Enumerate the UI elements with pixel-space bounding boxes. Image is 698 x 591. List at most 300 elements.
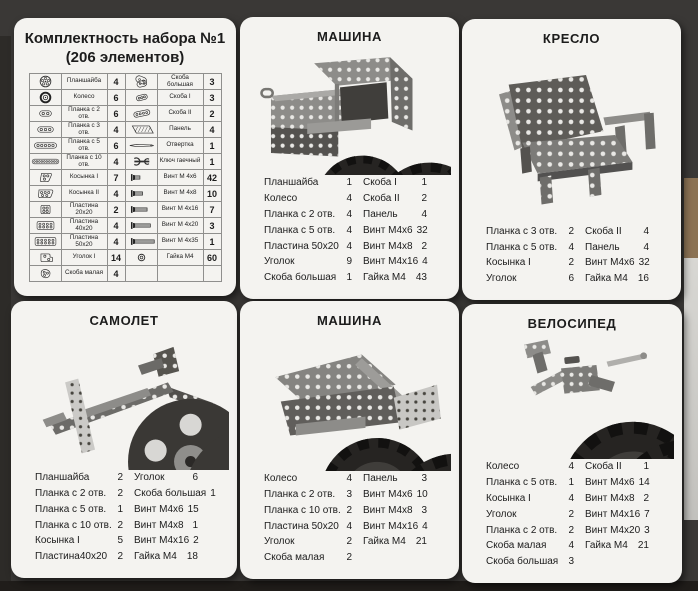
part-qty: 2 (568, 257, 574, 269)
part-row (585, 224, 649, 240)
part-icon (127, 91, 156, 104)
part-name: Винт М4х20 (585, 524, 641, 536)
part-qty: 4 (346, 209, 352, 221)
part-row (134, 533, 198, 549)
part-name-cell: Пластина 20х20 (61, 202, 107, 218)
part-icon-cell (125, 186, 157, 202)
part-icon-cell (29, 202, 61, 218)
part-icon-cell (125, 202, 157, 218)
part-qty: 1 (568, 477, 574, 489)
buggy-photo (248, 330, 451, 471)
part-icon-cell (125, 122, 157, 138)
part-name: Скоба малая (486, 540, 547, 552)
part-row (363, 471, 427, 487)
part-icon (31, 267, 60, 280)
part-qty-cell: 42 (203, 170, 221, 186)
part-qty: 2 (643, 493, 649, 505)
part-icon (31, 187, 60, 200)
part-qty-cell: 4 (107, 154, 125, 170)
part-row (363, 254, 427, 270)
table-row (29, 90, 221, 106)
part-qty: 4 (643, 225, 649, 237)
part-name: Планка с 5 отв. (486, 241, 558, 253)
box-edge-cardboard (684, 178, 698, 258)
model-title: КРЕСЛО (542, 31, 601, 46)
part-qty: 2 (421, 193, 427, 205)
part-name: Пластина 50х20 (264, 520, 339, 532)
table-row (29, 266, 221, 282)
part-icon-cell (29, 138, 61, 154)
model-title: МАШИНА (316, 29, 382, 44)
part-name: Гайка М4 (585, 540, 628, 552)
part-row (363, 487, 427, 503)
truck-illustration (248, 46, 451, 175)
part-icon (127, 187, 156, 200)
part-name-cell: Планка с 10 отв. (61, 154, 107, 170)
part-name: Винт М4х6 (363, 489, 413, 501)
part-row (585, 240, 649, 256)
part-name: Винт М4х8 (134, 519, 184, 531)
buggy-illustration (248, 330, 451, 471)
part-row (35, 502, 123, 518)
part-row (134, 549, 198, 565)
part-icon-cell (125, 234, 157, 250)
part-icon-cell (29, 154, 61, 170)
part-row (35, 518, 123, 534)
part-qty-cell: 2 (203, 106, 221, 122)
part-name: Планшайба (264, 177, 319, 189)
parts-list (240, 471, 459, 579)
table-row (29, 74, 221, 90)
part-icon (127, 107, 156, 120)
part-row (585, 255, 649, 271)
parts-column-right (363, 471, 427, 566)
part-qty-cell: 60 (203, 250, 221, 266)
table-row (29, 106, 221, 122)
part-qty-cell: 4 (107, 186, 125, 202)
part-qty-cell: 6 (107, 138, 125, 154)
model-title: ВЕЛОСИПЕД (527, 316, 617, 331)
part-name: Планка с 3 отв. (486, 225, 558, 237)
part-name: Винт М4х6 (585, 257, 635, 269)
part-qty: 1 (421, 177, 427, 189)
parts-column-left (486, 224, 574, 287)
part-qty-cell: 3 (203, 218, 221, 234)
parts-column-left (486, 459, 574, 570)
part-row (363, 239, 427, 255)
part-name: Гайка М4 (363, 272, 406, 284)
part-name: Винт М4х6 (585, 477, 635, 489)
airplane-photo (19, 330, 229, 470)
part-name: Скоба большая (134, 488, 207, 500)
part-icon (127, 251, 156, 264)
part-name-cell: Панель (157, 122, 203, 138)
part-name-cell: Косынка I (61, 170, 107, 186)
table-row (29, 186, 221, 202)
part-name: Винт М4х16 (585, 508, 641, 520)
parts-column-right (134, 470, 216, 565)
part-icon (31, 107, 60, 120)
part-row (35, 486, 123, 502)
part-qty: 4 (643, 241, 649, 253)
part-qty: 32 (638, 257, 650, 269)
part-icon-cell (29, 266, 61, 282)
part-qty-cell: 6 (107, 90, 125, 106)
part-name: Скоба II (585, 225, 622, 237)
part-row (363, 270, 427, 286)
part-name: Планка с 5 отв. (264, 224, 336, 236)
part-name: Косынка I (486, 493, 531, 505)
part-icon-cell (125, 218, 157, 234)
part-name: Панель (585, 241, 620, 253)
parts-list (462, 459, 682, 583)
part-name: Колесо (264, 193, 298, 205)
part-name: Уголок (134, 472, 165, 484)
part-name: Скоба малая (264, 552, 325, 564)
part-qty-cell (203, 266, 221, 282)
part-icon (127, 203, 156, 216)
part-qty: 3 (421, 504, 427, 516)
part-qty: 4 (346, 224, 352, 236)
part-qty: 2 (117, 519, 123, 531)
part-name: Уголок (264, 256, 295, 268)
part-icon (127, 123, 156, 136)
part-name: Колесо (486, 461, 520, 473)
part-name: Винт М4х8 (363, 504, 413, 516)
card-model-truck (240, 17, 459, 299)
part-name: Винт М4х16 (134, 535, 190, 547)
part-qty: 21 (415, 536, 427, 548)
part-qty-cell: 4 (203, 122, 221, 138)
part-icon (127, 75, 156, 88)
part-name: Пластина40х20 (35, 551, 108, 563)
part-name: Винт М4х16 (363, 520, 419, 532)
parts-list (240, 175, 459, 299)
part-qty: 2 (568, 524, 574, 536)
part-icon (127, 171, 156, 184)
part-qty: 9 (346, 256, 352, 268)
part-row (134, 502, 198, 518)
part-icon-cell (29, 186, 61, 202)
part-qty: 1 (346, 272, 352, 284)
card-model-bicycle (462, 304, 682, 583)
part-row (585, 523, 649, 539)
part-icon (127, 267, 156, 280)
part-qty: 1 (643, 461, 649, 473)
table-row (29, 154, 221, 170)
part-name: Скоба II (585, 461, 622, 473)
part-row (486, 255, 574, 271)
part-name-cell: Винт М 4х16 (157, 202, 203, 218)
part-row (264, 550, 352, 566)
part-name: Панель (363, 473, 398, 485)
part-row (134, 518, 198, 534)
part-row (363, 191, 427, 207)
part-qty: 3 (568, 556, 574, 568)
part-qty: 4 (568, 241, 574, 253)
part-qty: 2 (568, 508, 574, 520)
part-row (264, 270, 352, 286)
part-qty: 4 (422, 520, 428, 532)
part-qty: 1 (210, 488, 216, 500)
part-row (363, 175, 427, 191)
part-row (264, 471, 352, 487)
part-icon (31, 219, 60, 232)
truck-photo (248, 46, 451, 175)
part-qty: 2 (568, 225, 574, 237)
part-qty: 2 (346, 536, 352, 548)
chair-photo (470, 48, 673, 224)
part-icon-cell (29, 106, 61, 122)
part-name: Косынка I (486, 257, 531, 269)
part-qty: 4 (346, 240, 352, 252)
part-row (264, 223, 352, 239)
part-row (486, 224, 574, 240)
card-model-chair (462, 19, 681, 300)
part-qty: 4 (568, 461, 574, 473)
part-row (486, 491, 574, 507)
part-name: Скоба большая (264, 272, 337, 284)
part-name: Планка с 5 отв. (486, 477, 558, 489)
part-icon (31, 123, 60, 136)
part-name-cell: Планка с 5 отв. (61, 138, 107, 154)
part-icon (127, 155, 156, 168)
part-row (585, 475, 649, 491)
part-name-cell (157, 266, 203, 282)
model-title: МАШИНА (316, 313, 382, 328)
part-row (264, 239, 352, 255)
part-qty: 18 (186, 551, 198, 563)
part-qty: 2 (117, 488, 123, 500)
part-qty-cell: 1 (203, 234, 221, 250)
part-row (363, 534, 427, 550)
part-row (486, 475, 574, 491)
part-icon (31, 235, 60, 248)
part-qty-cell: 2 (107, 202, 125, 218)
table-row (29, 170, 221, 186)
part-row (486, 271, 574, 287)
part-icon (31, 155, 60, 168)
part-name: Гайка М4 (585, 273, 628, 285)
bicycle-illustration (470, 333, 674, 459)
part-qty: 6 (192, 472, 198, 484)
part-qty-cell: 10 (203, 186, 221, 202)
part-icon-cell (125, 250, 157, 266)
part-qty: 7 (644, 508, 650, 520)
part-row (363, 519, 427, 535)
parts-column-left (264, 471, 352, 566)
part-name: Планка с 2 отв. (264, 209, 336, 221)
part-name: Косынка I (35, 535, 80, 547)
part-row (264, 503, 352, 519)
part-row (486, 523, 574, 539)
part-icon (127, 139, 156, 152)
part-qty: 4 (568, 540, 574, 552)
part-icon-cell (125, 74, 157, 90)
part-name: Планка с 10 отв. (35, 519, 112, 531)
parts-column-right (585, 459, 649, 570)
part-name: Гайка М4 (363, 536, 406, 548)
part-qty: 4 (422, 256, 428, 268)
part-qty: 16 (637, 273, 649, 285)
part-qty: 6 (568, 273, 574, 285)
table-row (29, 138, 221, 154)
part-name-cell: Скоба большая (157, 74, 203, 90)
part-qty: 2 (346, 504, 352, 516)
part-qty: 1 (346, 177, 352, 189)
part-row (363, 503, 427, 519)
box-edge-right (684, 258, 698, 520)
part-qty: 2 (117, 472, 123, 484)
part-icon (31, 139, 60, 152)
part-name: Винт М4х6 (363, 224, 413, 236)
part-name: Уголок (486, 273, 517, 285)
part-icon-cell (125, 90, 157, 106)
part-name-cell: Пластина 50х20 (61, 234, 107, 250)
part-row (264, 191, 352, 207)
part-name-cell: Уголок I (61, 250, 107, 266)
table-row (29, 218, 221, 234)
part-row (486, 459, 574, 475)
part-name-cell: Планка с 3 отв. (61, 122, 107, 138)
part-qty: 14 (638, 477, 650, 489)
part-qty: 2 (117, 551, 123, 563)
part-name-cell: Скоба II (157, 106, 203, 122)
part-name-cell: Винт М 4х35 (157, 234, 203, 250)
part-name-cell: Скоба малая (61, 266, 107, 282)
part-name: Скоба I (363, 177, 397, 189)
part-name: Уголок (264, 536, 295, 548)
part-qty-cell: 3 (203, 74, 221, 90)
bicycle-photo (470, 333, 674, 459)
part-name-cell: Колесо (61, 90, 107, 106)
part-row (35, 470, 123, 486)
part-qty-cell: 7 (203, 202, 221, 218)
part-name-cell: Винт М 4х6 (157, 170, 203, 186)
part-name-cell: Винт М 4х20 (157, 218, 203, 234)
box-edge-left (0, 36, 11, 591)
part-row (264, 534, 352, 550)
part-icon-cell (125, 266, 157, 282)
part-name: Планка с 2 отв. (35, 488, 107, 500)
part-row (585, 538, 649, 554)
part-qty: 21 (637, 540, 649, 552)
set-title: Комплектность набора №1 (24, 30, 226, 47)
part-row (264, 254, 352, 270)
part-icon (127, 219, 156, 232)
part-qty-cell: 1 (203, 154, 221, 170)
table-row (29, 122, 221, 138)
part-row (486, 554, 574, 570)
set-subtitle: (206 элементов) (65, 49, 185, 66)
part-row (486, 507, 574, 523)
part-qty: 15 (187, 503, 199, 515)
part-icon (31, 251, 60, 264)
part-name: Уголок (486, 508, 517, 520)
part-name-cell: Ключ гаечный (157, 154, 203, 170)
part-qty-cell: 6 (107, 106, 125, 122)
part-qty: 3 (644, 524, 650, 536)
part-qty-cell: 4 (107, 234, 125, 250)
part-icon-cell (125, 138, 157, 154)
part-row (585, 491, 649, 507)
table-row (29, 234, 221, 250)
part-icon-cell (29, 250, 61, 266)
part-qty: 10 (416, 489, 428, 501)
part-qty-cell: 1 (203, 138, 221, 154)
part-row (134, 486, 216, 502)
part-qty-cell: 14 (107, 250, 125, 266)
part-icon (31, 75, 60, 88)
part-row (134, 470, 198, 486)
set-parts-table-body (29, 74, 221, 282)
part-qty: 43 (415, 272, 427, 284)
parts-column-right (585, 224, 649, 287)
part-name: Гайка М4 (134, 551, 177, 563)
part-qty-cell: 4 (107, 266, 125, 282)
part-qty: 1 (117, 503, 123, 515)
part-row (486, 538, 574, 554)
card-set-contents (14, 18, 236, 296)
part-row (264, 487, 352, 503)
part-icon-cell (29, 234, 61, 250)
part-row (585, 507, 649, 523)
card-model-buggy (240, 301, 459, 579)
part-name: Винт М4х16 (363, 256, 419, 268)
part-row (35, 533, 123, 549)
part-icon-cell (29, 218, 61, 234)
part-qty: 4 (346, 520, 352, 532)
part-icon-cell (29, 122, 61, 138)
part-name: Винт М4х8 (363, 240, 413, 252)
part-qty: 2 (346, 552, 352, 564)
part-name: Планка с 2 отв. (486, 524, 558, 536)
part-name: Планка с 2 отв. (264, 489, 336, 501)
set-parts-table (29, 73, 222, 282)
part-row (585, 459, 649, 475)
part-icon-cell (29, 170, 61, 186)
part-qty: 3 (346, 489, 352, 501)
part-qty: 4 (346, 193, 352, 205)
parts-list (11, 470, 237, 578)
part-name-cell: Гайка М4 (157, 250, 203, 266)
part-qty: 3 (421, 473, 427, 485)
part-name-cell: Планка с 2 отв. (61, 106, 107, 122)
part-qty: 5 (117, 535, 123, 547)
part-name-cell: Скоба I (157, 90, 203, 106)
part-name-cell: Косынка II (61, 186, 107, 202)
part-qty-cell: 4 (107, 218, 125, 234)
part-qty: 2 (193, 535, 199, 547)
part-name-cell: Отвертка (157, 138, 203, 154)
part-qty-cell: 7 (107, 170, 125, 186)
part-icon-cell (125, 170, 157, 186)
part-row (486, 240, 574, 256)
part-qty-cell: 4 (107, 74, 125, 90)
part-name: Колесо (264, 473, 298, 485)
part-name: Скоба II (363, 193, 400, 205)
part-row (264, 207, 352, 223)
part-row (35, 549, 123, 565)
parts-column-right (363, 175, 427, 286)
part-qty: 4 (568, 493, 574, 505)
part-icon (31, 91, 60, 104)
part-qty: 4 (421, 209, 427, 221)
part-name: Планка с 5 отв. (35, 503, 107, 515)
part-name-cell: Пластина 40х20 (61, 218, 107, 234)
part-name: Панель (363, 209, 398, 221)
part-qty: 2 (421, 240, 427, 252)
